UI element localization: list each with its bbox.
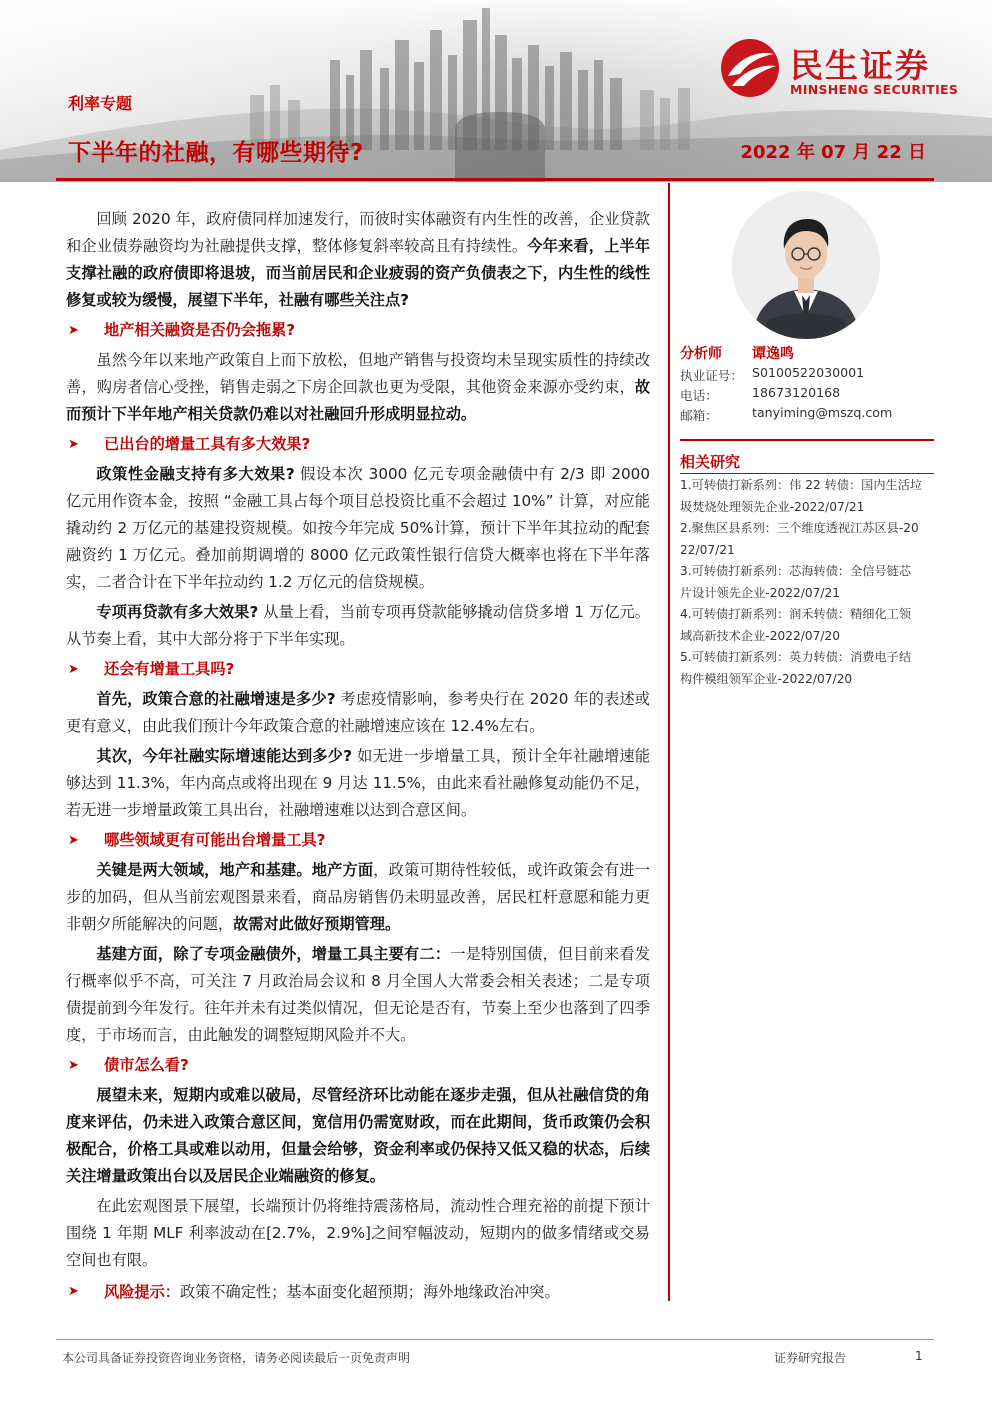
phone-label: 电话： xyxy=(680,388,718,403)
body-bold-text: 故而预计下半年地产相关贷款仍难以对社融回升形成明显拉动。 xyxy=(66,378,650,423)
body-paragraph xyxy=(66,1193,650,1274)
related-research-item[interactable]: 1.可转债打新系列：伟 22 转债：国内生活垃 xyxy=(680,478,923,492)
section-heading xyxy=(66,428,650,461)
related-research-item[interactable]: 22/07/21 xyxy=(680,542,735,557)
analyst-photo xyxy=(732,191,880,339)
email-row xyxy=(680,405,934,425)
analyst-label: 分析师 xyxy=(680,346,722,362)
body-bold-text: 其次，今年社融实际增速能达到多少? xyxy=(96,747,353,765)
body-bold-text: 故需对此做好预期管理。 xyxy=(233,915,401,933)
footer-divider xyxy=(56,1339,934,1340)
section-heading xyxy=(66,653,650,686)
section-title: 哪些领域更有可能出台增量工具? xyxy=(104,831,326,849)
body-text: 虽然今年以来地产政策自上而下放松，但地产销售与投资均未呈现实质性的持续改善，购房者信心受挫，销售走弱之下房企回款也更为受限，其他资金来源亦受约束， xyxy=(66,351,650,396)
related-research-item[interactable]: 2.聚焦区县系列：三个维度透视江苏区县-20 xyxy=(680,521,919,535)
body-text: 如无进一步增量工具，预计全年社融增速能够达到 11.3%，年内高点或将出现在 9 月达 11.5%，由此来看社融修复动能仍不足，若无进一步增量政策工具出台，社融增速难以达到合意区间。 xyxy=(66,747,651,819)
risk-label: 风险提示： xyxy=(104,1283,180,1301)
section-heading xyxy=(66,824,650,857)
page-number: 1 xyxy=(915,1349,923,1363)
body-paragraph xyxy=(66,599,650,653)
body-bold-text: 专项再贷款有多大效果? xyxy=(96,603,259,621)
header-banner xyxy=(0,0,992,182)
related-research-item[interactable]: 3.可转债打新系列：芯海转债：全信号链芯 xyxy=(680,564,912,578)
related-research-item[interactable]: 构件模组领军企业-2022/07/20 xyxy=(680,671,853,686)
analyst-name: 谭逸鸣 xyxy=(752,346,794,362)
phone-value: 18673120168 xyxy=(752,385,841,400)
logo-chinese-text: 民生证券 xyxy=(790,46,930,85)
related-research-item[interactable]: 圾焚烧处理领先企业-2022/07/21 xyxy=(680,499,865,514)
body-paragraph xyxy=(66,461,650,596)
arrow-icon: ➤ xyxy=(68,437,79,452)
body-text: 假设本次 3000 亿元专项金融债中有 2/3 即 2000 亿元用作资本金，按照 “金融工具占每个项目总投资比重不会超过 10%” 计算，对应能撬动约 2 万亿元的基建投资规模。如按今年完成 50%计算，预计下半年其拉动的配套融资约 1 万亿元。叠加前期调增的 8000 亿元政策性银行信贷大概率也将在下半年落实，二者合计在下半年拉动约 1.2 万亿元的信贷规模。 xyxy=(66,465,650,591)
related-research-item[interactable]: 域高新技术企业-2022/07/20 xyxy=(680,628,840,643)
body-paragraph xyxy=(66,347,650,428)
license-value: S0100522030001 xyxy=(752,365,865,380)
sidebar-divider xyxy=(680,439,934,441)
related-research-item[interactable]: 4.可转债打新系列：润禾转债：精细化工领 xyxy=(680,607,912,621)
body-text: 从量上看，当前专项再贷款能够撬动信贷多增 1 万亿元。从节奏上看，其中大部分将于下半年实现。 xyxy=(66,603,650,648)
license-label: 执业证号： xyxy=(680,368,743,383)
minsheng-logo xyxy=(718,36,968,100)
risk-warning xyxy=(66,1277,650,1307)
email-value[interactable]: tanyiming@mszq.com xyxy=(752,405,893,420)
section-title: 还会有增量工具吗? xyxy=(104,660,235,678)
related-research-item[interactable]: 5.可转债打新系列：英力转债：消费电子结 xyxy=(680,650,912,664)
footer-report-type: 证券研究报告 xyxy=(774,1351,847,1365)
phone-row xyxy=(680,385,934,405)
body-paragraph xyxy=(66,941,650,1049)
body-paragraph xyxy=(66,686,650,740)
body-bold-text: 基建方面，除了专项金融债外，增量工具主要有二： xyxy=(96,945,451,963)
report-title: 下半年的社融，有哪些期待? xyxy=(68,140,364,166)
section-heading xyxy=(66,314,650,347)
body-text: 一是特别国债，但目前来看发行概率似乎不高，可关注 7 月政治局会议和 8 月全国人大常委会相关表述；二是专项债提前到今年发行。往年并未有过类似情况，但无论是否有，节奏上至少也落到了四季度，于市场而言，由此触发的调整短期风险并不大。 xyxy=(66,945,651,1044)
body-paragraph xyxy=(66,1082,650,1190)
main-content xyxy=(66,206,650,1307)
related-research-item[interactable]: 片设计领先企业-2022/07/21 xyxy=(680,585,840,600)
logo-english-text: MINSHENG SECURITIES xyxy=(790,82,959,97)
body-text: ，政策可期待性较低，或许政策会有进一步的加码，但从当前宏观图景来看，商品房销售仍未明显改善，居民杠杆意愿和能力更非朝夕所能解决的问题， xyxy=(66,861,651,933)
footer-disclaimer: 本公司具备证券投资咨询业务资格，请务必阅读最后一页免责声明 xyxy=(62,1351,411,1365)
section-title: 已出台的增量工具有多大效果? xyxy=(104,435,311,453)
arrow-icon: ➤ xyxy=(68,1284,79,1299)
body-text: 在此宏观图景下展望，长端预计仍将维持震荡格局，流动性合理充裕的前提下预计围绕 1 年期 MLF 利率波动在[2.7%，2.9%]之间窄幅波动，短期内的做多情绪或交易空间也有限。 xyxy=(66,1197,650,1269)
analyst-portrait-image xyxy=(732,191,880,339)
arrow-icon: ➤ xyxy=(68,833,79,848)
report-date: 2022 年 07 月 22 日 xyxy=(740,142,926,163)
body-bold-text: 首先，政策合意的社融增速是多少? xyxy=(96,690,336,708)
arrow-icon: ➤ xyxy=(68,1058,79,1073)
intro-bold-text: 今年来看，上半年支撑社融的政府债即将退坡，而当前居民和企业疲弱的资产负债表之下，内生性的线性修复或较为缓慢，展望下半年，社融有哪些关注点? xyxy=(66,237,651,309)
intro-text: 回顾 2020 年，政府债同样加速发行，而彼时实体融资有内生性的改善，企业贷款和企业债券融资均为社融提供支撑，整体修复斜率较高且有持续性。 xyxy=(66,210,650,255)
related-research-list xyxy=(680,475,934,690)
header-divider xyxy=(56,178,934,181)
column-divider xyxy=(668,183,670,1301)
license-row xyxy=(680,365,934,385)
analyst-info xyxy=(680,343,934,425)
arrow-icon: ➤ xyxy=(68,323,79,338)
body-bold-text: 展望未来，短期内或难以破局，尽管经济环比动能在逐步走强，但从社融信贷的角度来评估，仍未进入政策合意区间，宽信用仍需宽财政，而在此期间，货币政策仍会积极配合，价格工具或难以动用，但量会给够，资金利率或仍保持又低又稳的状态，后续关注增量政策出台以及居民企业端融资的修复。 xyxy=(66,1086,650,1185)
section-title: 地产相关融资是否仍会拖累? xyxy=(104,321,296,339)
sidebar-divider-thin xyxy=(680,473,934,474)
minsheng-logo-icon xyxy=(718,36,782,100)
section-title: 债市怎么看? xyxy=(104,1056,189,1074)
body-text: 考虑疫情影响，参考央行在 2020 年的表述或更有意义，由此我们预计今年政策合意的社融增速应该在 12.4%左右。 xyxy=(66,690,650,735)
body-bold-text: 关键是两大领域，地产和基建。地产方面 xyxy=(96,861,374,879)
related-research-title: 相关研究 xyxy=(680,453,741,471)
body-paragraph xyxy=(66,857,650,938)
report-topic-label: 利率专题 xyxy=(68,94,133,113)
risk-text: 政策不确定性；基本面变化超预期；海外地缘政治冲突。 xyxy=(179,1283,560,1301)
body-paragraph xyxy=(66,743,650,824)
section-heading xyxy=(66,1049,650,1082)
analyst-name-row xyxy=(680,343,934,365)
arrow-icon: ➤ xyxy=(68,662,79,677)
intro-paragraph xyxy=(66,206,650,314)
body-bold-text: 政策性金融支持有多大效果? xyxy=(96,465,295,483)
email-label: 邮箱： xyxy=(680,408,718,423)
